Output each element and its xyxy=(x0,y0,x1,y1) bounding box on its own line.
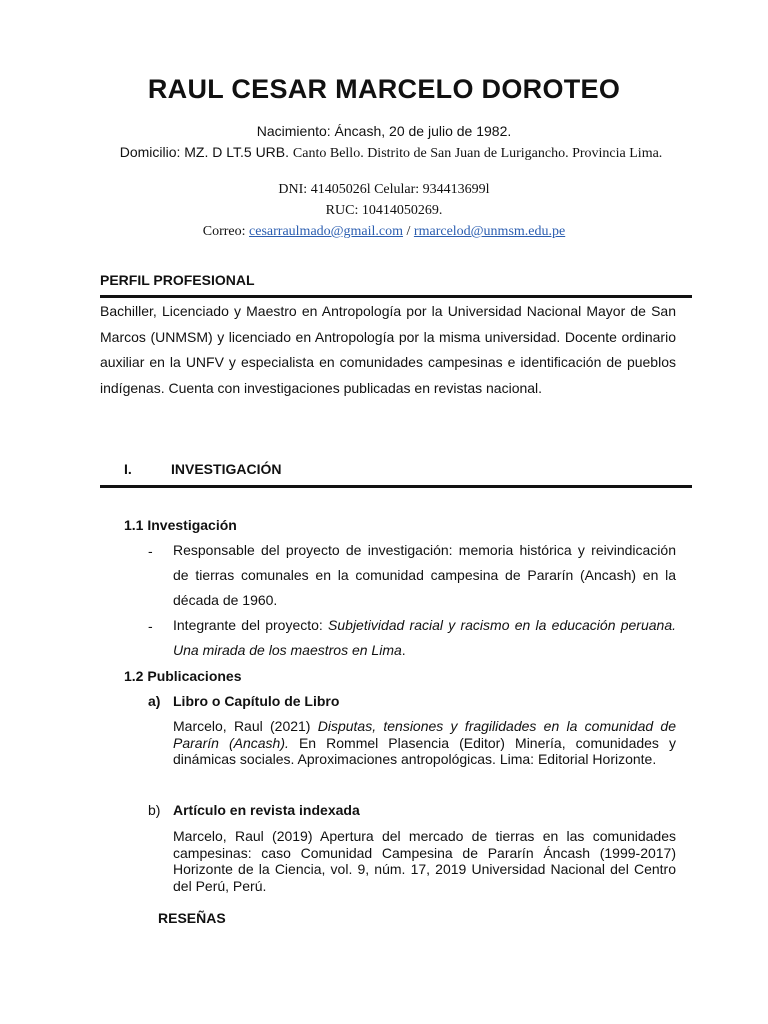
item-2-suffix: . xyxy=(401,642,406,658)
libro-reference xyxy=(173,718,676,768)
investigacion-item-1: Responsable del proyecto de investigación: memoria histórica y reivindicación de tierras comunales en la comunidad campesina de Pararín (Ancash) en la década de 1960. xyxy=(173,542,676,608)
birth-line: Nacimiento: Áncash, 20 de julio de 1982. xyxy=(256,123,512,139)
investigacion-divider xyxy=(100,485,692,488)
bullet-dash: - xyxy=(148,618,153,634)
articulo-reference: Marcelo, Raul (2019) Apertura del mercado de tierras en las comunidades campesinas: caso Comunidad Campesina de Pararín Áncash (1999-2017) Horizonte de la Ciencia, vol. 9, núm. 17, 2019 Universidad Nacional del Centro del Perú, Perú. xyxy=(173,828,676,894)
email-line xyxy=(0,224,768,240)
subsection-publicaciones-title: 1.2 Publicaciones xyxy=(124,668,242,684)
cv-name-title: RAUL CESAR MARCELO DOROTEO xyxy=(147,74,621,104)
email-link-gmail[interactable]: cesarraulmado@gmail.com xyxy=(249,224,404,239)
email-link-unmsm[interactable]: rmarcelod@unmsm.edu.pe xyxy=(413,224,566,239)
perfil-paragraph: Bachiller, Licenciado y Maestro en Antropología por la Universidad Nacional Mayor de San Marcos (UNMSM) y licenciado en Antropología por la misma universidad. Docente ordinario auxiliar en la UNFV y especialista en comunidades campesinas e identificación de pueblos indígenas. Cuenta con investigaciones publicadas en revistas nacional. xyxy=(100,303,676,396)
investigacion-heading: INVESTIGACIÓN xyxy=(171,461,282,477)
subsection-investigacion-title: 1.1 Investigación xyxy=(124,517,237,533)
resenas-heading: RESEÑAS xyxy=(158,910,226,926)
perfil-divider xyxy=(100,295,692,298)
dni-line: DNI: 41405026l Celular: 934413699l xyxy=(278,182,490,197)
bullet-dash: - xyxy=(148,543,153,559)
address-prefix: Domicilio: MZ. D LT.5 URB. xyxy=(119,144,293,160)
address-rest: Canto Bello. Distrito de San Juan de Lurigancho. Provincia Lima. xyxy=(292,146,663,161)
item-letter-b: b) xyxy=(148,802,161,818)
perfil-heading: PERFIL PROFESIONAL xyxy=(100,272,255,288)
libro-ref-prefix: Marcelo, Raul (2021) xyxy=(173,718,318,734)
libro-ref-suffix: En Rommel Plasencia (Editor) Minería, comunidades y dinámicas sociales. Aproximaciones antropológicas. Lima: Editorial Horizonte. xyxy=(173,734,676,767)
item-2-prefix: Integrante del proyecto: xyxy=(173,617,329,633)
email-separator: / xyxy=(403,224,414,239)
libro-ref-italic: Disputas, tensiones y fragilidades en la comunidad de Pararín (Ancash). xyxy=(173,718,676,751)
section-number: I. xyxy=(124,461,132,477)
articulo-title: Artículo en revista indexada xyxy=(173,802,360,818)
investigacion-item-2 xyxy=(173,613,676,663)
ruc-line: RUC: 10414050269. xyxy=(325,203,443,218)
address-line xyxy=(96,144,686,162)
libro-title: Libro o Capítulo de Libro xyxy=(173,693,340,709)
email-label: Correo: xyxy=(202,224,250,239)
item-letter-a: a) xyxy=(148,693,161,709)
item-2-italic: Subjetividad racial y racismo en la educación peruana. Una mirada de los maestros en Lima xyxy=(173,617,676,658)
